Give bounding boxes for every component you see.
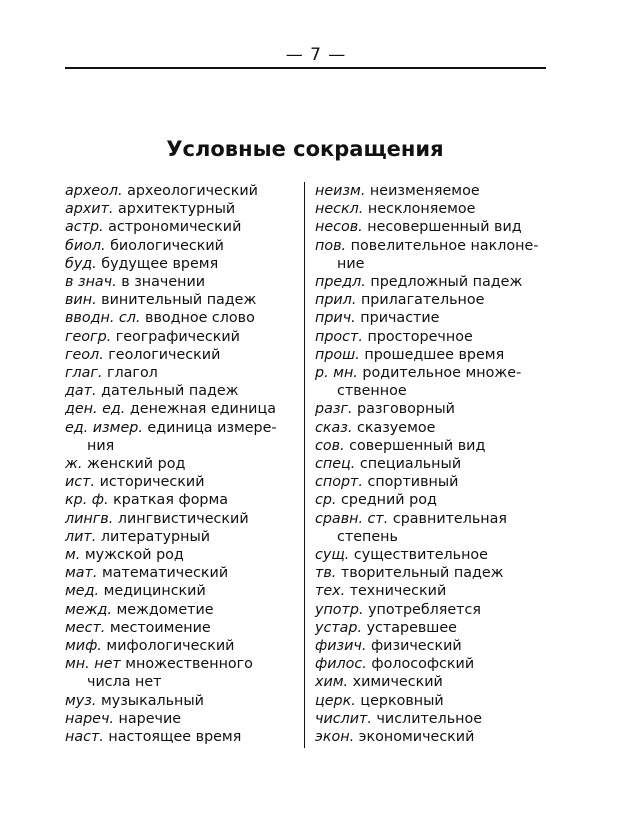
abbreviation-entry [315, 473, 547, 491]
abbreviation-meaning: несовершенный вид [367, 219, 522, 236]
entry-first-line [315, 400, 547, 418]
abbreviation: ед. измер. [65, 419, 143, 436]
abbreviation-entry [315, 273, 547, 291]
entry-first-line [65, 637, 297, 655]
abbreviation-entry [65, 364, 297, 382]
abbreviation-meaning: медицинский [103, 583, 206, 600]
entry-first-line [65, 528, 297, 546]
abbreviation: неизм. [315, 183, 366, 199]
abbreviation-meaning: употребляется [368, 601, 481, 618]
abbreviation-meaning: устаревшее [366, 619, 457, 636]
abbreviation-entry [65, 619, 297, 637]
abbreviation: употр. [315, 601, 364, 618]
left-column [65, 182, 297, 746]
abbreviation: сов. [315, 437, 345, 454]
abbreviation: прост. [315, 328, 363, 345]
abbreviation-meaning: причастие [360, 310, 440, 327]
abbreviation: археол. [65, 183, 123, 199]
abbreviation: биол. [65, 237, 106, 254]
entry-first-line [65, 419, 297, 437]
abbreviation-meaning: единица измере- [147, 419, 277, 436]
entry-first-line [315, 200, 547, 218]
entry-first-line [65, 546, 297, 564]
abbreviation-entry [65, 328, 297, 346]
abbreviation-entry [65, 346, 297, 364]
abbreviation-entry [315, 437, 547, 455]
abbreviation: ист. [65, 474, 96, 491]
abbreviation-meaning: краткая форма [113, 492, 229, 509]
entry-continuation-line [315, 528, 547, 546]
abbreviation: ж. [65, 456, 83, 473]
entry-first-line [315, 673, 547, 691]
abbreviation: м. [65, 547, 81, 564]
abbreviation-entry [315, 364, 547, 400]
abbreviation-entry [315, 400, 547, 418]
abbreviation-meaning: прошедшее время [364, 346, 505, 363]
entry-first-line [315, 637, 547, 655]
abbreviation: мест. [65, 619, 106, 636]
abbreviation-entry [315, 564, 547, 582]
abbreviation-entry [65, 710, 297, 728]
entry-first-line [315, 601, 547, 619]
abbreviation: лингв. [65, 510, 114, 527]
abbreviation-entry [65, 309, 297, 327]
abbreviation-meaning: музыкальный [100, 692, 204, 709]
entry-first-line [315, 619, 547, 637]
abbreviation: тв. [315, 565, 337, 582]
abbreviation-entry [315, 582, 547, 600]
abbreviation: мат. [65, 565, 98, 582]
abbreviation-meaning: прилагательное [360, 292, 485, 309]
abbreviation-meaning: дательный падеж [101, 383, 239, 400]
abbreviation-entry [65, 473, 297, 491]
entry-first-line [65, 692, 297, 710]
abbreviation-meaning: экономический [358, 729, 475, 746]
abbreviation-entry [65, 255, 297, 273]
abbreviation-entry [65, 692, 297, 710]
abbreviation-entry [315, 182, 547, 200]
abbreviation: вин. [65, 292, 97, 309]
abbreviation-meaning: совершенный вид [349, 437, 486, 454]
abbreviation-meaning: настоящее время [108, 729, 242, 746]
entry-first-line [315, 309, 547, 327]
abbreviation-entry [315, 546, 547, 564]
abbreviation: астр. [65, 219, 104, 236]
abbreviation: спец. [315, 456, 356, 473]
abbreviation-meaning: просторечное [367, 328, 473, 345]
abbreviation-meaning: вводное слово [145, 310, 255, 327]
abbreviation-meaning: мифологический [106, 638, 235, 655]
abbreviation: устар. [315, 619, 363, 636]
abbreviation: сравн. ст. [315, 510, 389, 527]
abbreviation-meaning: сказуемое [356, 419, 436, 436]
abbreviation-meaning: степень [337, 528, 398, 545]
abbreviation: глаг. [65, 365, 103, 382]
abbreviation-entry [65, 528, 297, 546]
abbreviation: мн. нет [65, 656, 121, 673]
entry-first-line [315, 582, 547, 600]
abbreviation-meaning: церковный [360, 692, 444, 709]
abbreviation: физич. [315, 638, 367, 655]
entry-first-line [65, 710, 297, 728]
entry-first-line [65, 582, 297, 600]
abbreviation-meaning: глагол [107, 365, 158, 382]
abbreviation-meaning: исторический [99, 474, 205, 491]
abbreviation-entry [65, 728, 297, 746]
abbreviation: разг. [315, 401, 353, 418]
entry-first-line [315, 655, 547, 673]
abbreviation-meaning: несклоняемое [367, 201, 476, 218]
abbreviation: геогр. [65, 328, 112, 345]
abbreviation: ден. ед. [65, 401, 126, 418]
abbreviation: несов. [315, 219, 363, 236]
abbreviation-entry [315, 491, 547, 509]
entry-first-line [315, 364, 547, 382]
abbreviation: числит. [315, 710, 372, 727]
abbreviation-meaning: предложный падеж [370, 274, 523, 291]
entry-first-line [315, 291, 547, 309]
entry-first-line [315, 473, 547, 491]
entry-continuation-line [65, 437, 297, 455]
abbreviation-entry [65, 273, 297, 291]
abbreviation-entry [315, 601, 547, 619]
abbreviation: миф. [65, 638, 102, 655]
entry-first-line [65, 328, 297, 346]
entry-first-line [65, 601, 297, 619]
abbreviation: прош. [315, 346, 360, 363]
abbreviation-meaning: технический [349, 583, 447, 600]
abbreviation-meaning: географический [115, 328, 240, 345]
abbreviation-entry [315, 419, 547, 437]
abbreviation-entry [315, 237, 547, 273]
abbreviation-entry [65, 455, 297, 473]
entry-first-line [65, 400, 297, 418]
abbreviation-meaning: археологический [127, 183, 258, 199]
abbreviation-meaning: лингвистический [117, 510, 249, 527]
abbreviation-meaning: спортивный [367, 474, 459, 491]
abbreviation-entry [65, 601, 297, 619]
abbreviation-entry [315, 455, 547, 473]
abbreviation-entry [65, 218, 297, 236]
entry-first-line [65, 237, 297, 255]
header-rule [65, 67, 546, 69]
abbreviation-meaning: геологический [108, 346, 221, 363]
entry-first-line [315, 273, 547, 291]
abbreviation-meaning: будущее время [101, 255, 219, 272]
entry-first-line [315, 710, 547, 728]
entry-first-line [65, 473, 297, 491]
abbreviation: предл. [315, 274, 366, 291]
abbreviation-meaning: существительное [353, 547, 488, 564]
abbreviation-entry [65, 655, 297, 691]
abbreviation-meaning: ние [337, 255, 365, 272]
abbreviation-meaning: ния [87, 437, 115, 454]
abbreviation: лит. [65, 528, 97, 545]
abbreviation-entry [65, 291, 297, 309]
entry-first-line [65, 218, 297, 236]
abbreviation: ср. [315, 492, 337, 509]
abbreviation: пов. [315, 237, 347, 254]
abbreviation: нескл. [315, 201, 364, 218]
abbreviation-meaning: математический [101, 565, 229, 582]
abbreviation-entry [315, 673, 547, 691]
abbreviation-entry [65, 546, 297, 564]
abbreviation-entry [65, 400, 297, 418]
entry-first-line [65, 273, 297, 291]
abbreviation-entry [65, 637, 297, 655]
abbreviation-entry [65, 182, 297, 200]
abbreviation: прич. [315, 310, 356, 327]
abbreviation-entry [65, 419, 297, 455]
abbreviation: тех. [315, 583, 346, 600]
entry-first-line [65, 364, 297, 382]
abbreviation-meaning: числа нет [87, 674, 162, 691]
entry-first-line [65, 564, 297, 582]
page-number: — 7 — [285, 45, 347, 65]
abbreviation: р. мн. [315, 365, 358, 382]
abbreviation: вводн. сл. [65, 310, 141, 327]
abbreviation-entry [65, 237, 297, 255]
entry-first-line [65, 346, 297, 364]
abbreviation-meaning: литературный [100, 528, 211, 545]
entry-first-line [315, 419, 547, 437]
abbreviation-entry [65, 491, 297, 509]
abbreviation-meaning: междометие [116, 601, 214, 618]
abbreviation-entry [65, 510, 297, 528]
abbreviation: межд. [65, 601, 112, 618]
abbreviation-meaning: химический [352, 674, 443, 691]
abbreviation-entry [315, 619, 547, 637]
entry-first-line [65, 455, 297, 473]
abbreviation: наст. [65, 729, 104, 746]
page-title: Условные сокращения [166, 137, 444, 161]
entry-first-line [65, 309, 297, 327]
entry-first-line [315, 328, 547, 346]
entry-first-line [65, 655, 297, 673]
abbreviation-entry [65, 564, 297, 582]
abbreviation: кр. ф. [65, 492, 109, 509]
abbreviation: геол. [65, 346, 104, 363]
entry-first-line [315, 692, 547, 710]
abbreviation-meaning: в значении [121, 274, 206, 291]
abbreviation-meaning: женский род [86, 456, 186, 473]
entry-first-line [315, 437, 547, 455]
abbreviation-meaning: фолософский [371, 656, 475, 673]
abbreviation-meaning: множественного [125, 656, 253, 673]
abbreviation-entry [315, 692, 547, 710]
abbreviation-meaning: ственное [337, 383, 407, 400]
abbreviation-entry [315, 200, 547, 218]
abbreviation-meaning: сравнительная [392, 510, 508, 527]
abbreviation-meaning: астрономический [108, 219, 242, 236]
abbreviation-meaning: средний род [341, 492, 437, 509]
abbreviation: нареч. [65, 710, 114, 727]
abbreviation-meaning: биологический [110, 237, 224, 254]
abbreviation-meaning: местоимение [109, 619, 211, 636]
abbreviation-meaning: винительный падеж [101, 292, 257, 309]
abbreviation-meaning: денежная единица [129, 401, 276, 418]
abbreviation: церк. [315, 692, 356, 709]
entry-first-line [65, 200, 297, 218]
abbreviation: архит. [65, 201, 114, 218]
abbreviation-meaning: специальный [359, 456, 462, 473]
entry-first-line [315, 728, 547, 746]
entry-first-line [315, 218, 547, 236]
abbreviation: хим. [315, 674, 349, 691]
abbreviation: муз. [65, 692, 97, 709]
abbreviation-entry [315, 728, 547, 746]
abbreviation-meaning: архитектурный [118, 201, 236, 218]
abbreviation: буд. [65, 255, 97, 272]
entry-first-line [65, 728, 297, 746]
abbreviation-entry [315, 218, 547, 236]
abbreviation-entry [315, 346, 547, 364]
abbreviation-meaning: творительный падеж [340, 565, 504, 582]
abbreviation-meaning: повелительное наклоне- [350, 237, 539, 254]
entry-first-line [65, 619, 297, 637]
entry-first-line [315, 237, 547, 255]
entry-first-line [65, 291, 297, 309]
entry-continuation-line [65, 673, 297, 691]
entry-first-line [65, 182, 297, 200]
entry-first-line [65, 382, 297, 400]
abbreviation: дат. [65, 383, 97, 400]
entry-first-line [65, 255, 297, 273]
abbreviation: сказ. [315, 419, 353, 436]
entry-first-line [315, 182, 547, 200]
entry-first-line [65, 510, 297, 528]
abbreviation-meaning: числительное [376, 710, 483, 727]
abbreviation-entry [315, 291, 547, 309]
entry-first-line [315, 546, 547, 564]
abbreviation: филос. [315, 656, 367, 673]
abbreviation-entry [315, 309, 547, 327]
entry-first-line [315, 510, 547, 528]
abbreviation: прил. [315, 292, 357, 309]
entry-first-line [65, 491, 297, 509]
abbreviation-meaning: физический [370, 638, 462, 655]
abbreviation: экон. [315, 729, 355, 746]
entry-continuation-line [315, 255, 547, 273]
abbreviation-entry [65, 200, 297, 218]
abbreviation-meaning: родительное множе- [362, 365, 522, 382]
entry-first-line [315, 491, 547, 509]
abbreviation-meaning: наречие [118, 710, 182, 727]
abbreviation-entry [315, 655, 547, 673]
abbreviation: мед. [65, 583, 100, 600]
entry-first-line [315, 455, 547, 473]
abbreviation: в знач. [65, 274, 117, 291]
entry-first-line [315, 346, 547, 364]
abbreviation-meaning: мужской род [84, 547, 184, 564]
column-divider [304, 182, 305, 748]
entry-continuation-line [315, 382, 547, 400]
abbreviation-entry [65, 382, 297, 400]
abbreviation-meaning: неизменяемое [369, 183, 480, 199]
right-column [315, 182, 547, 746]
abbreviation: сущ. [315, 547, 350, 564]
abbreviation-entry [315, 328, 547, 346]
abbreviation-entry [315, 510, 547, 546]
entry-first-line [315, 564, 547, 582]
abbreviation: спорт. [315, 474, 363, 491]
abbreviation-meaning: разговорный [357, 401, 455, 418]
abbreviation-entry [315, 637, 547, 655]
abbreviation-entry [315, 710, 547, 728]
abbreviation-entry [65, 582, 297, 600]
